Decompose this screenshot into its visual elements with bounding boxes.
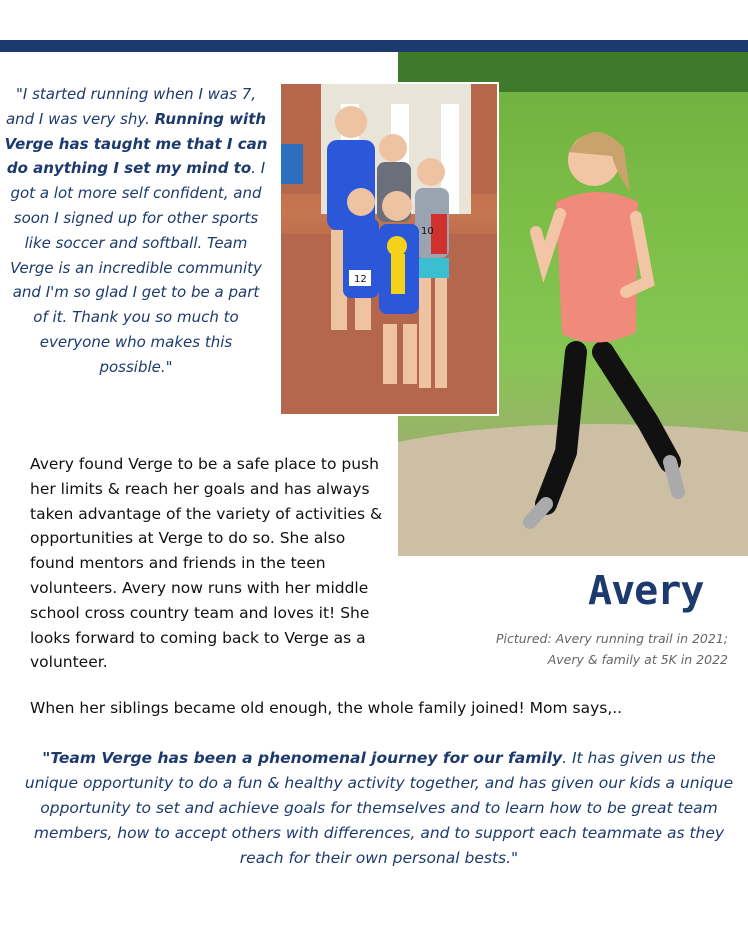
mom-quote-bold: "Team Verge has been a phenomenal journey for our family — [42, 749, 563, 767]
body-paragraph: Avery found Verge to be a safe place to push her limits & reach her goals and has always taken advantage of the variety of activities & opportunities at Verge to do so. She also found mentors and friends in the teen volunteers. Avery now runs with her middle school cross country team and loves it! She looks forward to coming back to Verge as a volunteer. — [30, 455, 383, 672]
avery-quote-rest: . I got a lot more self confident, and soon I signed up for other sports like soccer and softball. Team Verge is an incredible community and I'm so glad I get to be a part of it. Thank you so much to everyone who makes this possible." — [10, 159, 266, 376]
caption-line-1: Pictured: Avery running trail in 2021; — [495, 631, 728, 646]
top-banner-bar — [0, 40, 748, 52]
family-intro-line: When her siblings became old enough, the whole family joined! Mom says,.. — [30, 699, 623, 717]
bib-number-right: 10 — [421, 226, 434, 237]
photo-caption — [468, 628, 728, 670]
runner-name: Avery — [588, 568, 704, 614]
bib-number-left: 12 — [354, 274, 367, 285]
family-illustration — [281, 84, 497, 414]
avery-quote-open: "I started running when I was 7, and I was very shy. — [5, 85, 257, 128]
avery-quote-bold: Running with Verge has taught me that I can do anything I set my mind to — [4, 109, 268, 178]
caption-line-2: Avery & family at 5K in 2022 — [547, 652, 728, 667]
mom-quote — [22, 746, 736, 871]
mom-quote-rest: . It has given us the unique opportunity to do a fun & healthy activity together, and has given our kids a unique opportunity to set and achieve goals for themselves and to learn how to be great team members, how to accept others with differences, and to support each teammate as they reach for their own personal bests." — [24, 749, 734, 867]
family-5k-photo — [279, 82, 499, 416]
avery-quote — [4, 82, 268, 380]
